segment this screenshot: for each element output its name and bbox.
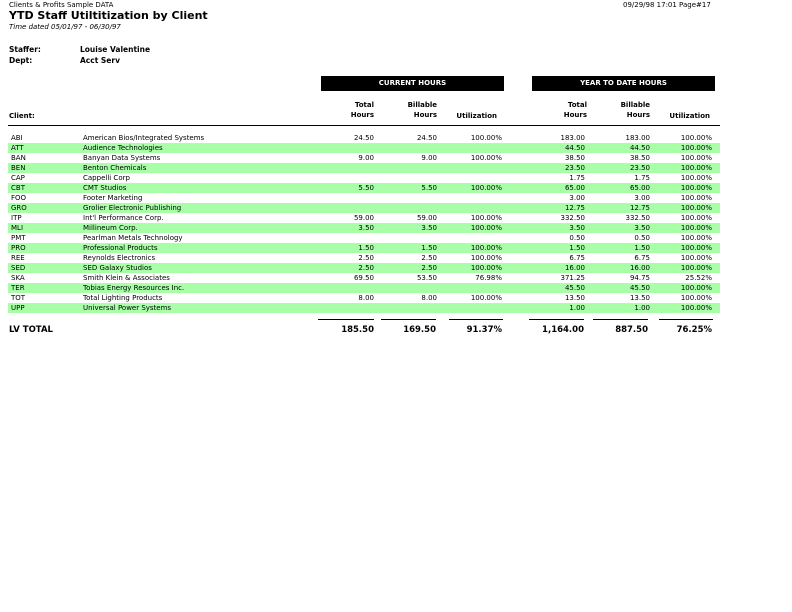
total-line-ytd-util bbox=[659, 319, 713, 320]
table-row bbox=[8, 293, 720, 303]
client-code: BEN bbox=[11, 164, 26, 172]
client-name: Universal Power Systems bbox=[83, 304, 172, 312]
client-code: REE bbox=[11, 254, 25, 262]
table-row bbox=[8, 233, 720, 243]
cur-utilization: 100.00% bbox=[470, 294, 502, 302]
cur-utilization: 100.00% bbox=[470, 254, 502, 262]
cur-utilization: 100.00% bbox=[470, 154, 502, 162]
cur-utilization: 100.00% bbox=[470, 224, 502, 232]
cur-total-hours: 2.50 bbox=[358, 254, 374, 262]
ytd-total-hours: 183.00 bbox=[560, 134, 585, 142]
header-rule bbox=[8, 125, 720, 126]
ytd-billable-hours: 0.50 bbox=[634, 234, 650, 242]
client-code: TER bbox=[11, 284, 25, 292]
cur-total-hours: 5.50 bbox=[358, 184, 374, 192]
cur-utilization: 76.98% bbox=[475, 274, 502, 282]
ytd-utilization: 100.00% bbox=[680, 264, 712, 272]
client-code: UPP bbox=[11, 304, 25, 312]
ytd-billable-hours: 16.00 bbox=[629, 264, 650, 272]
ytd-utilization: 100.00% bbox=[680, 254, 712, 262]
ytd-billable-hours: 44.50 bbox=[629, 144, 650, 152]
ytd-total-hours: 38.50 bbox=[564, 154, 585, 162]
dept-label: Dept: bbox=[9, 56, 33, 65]
col-cur-total-line1: Total bbox=[354, 101, 374, 109]
ytd-total-hours: 1.00 bbox=[569, 304, 585, 312]
total-ytd-total: 1,164.00 bbox=[542, 325, 584, 335]
dept-value: Acct Serv bbox=[80, 56, 120, 65]
table-row bbox=[8, 133, 720, 143]
cur-total-hours: 3.50 bbox=[358, 224, 374, 232]
col-cur-billable bbox=[377, 100, 437, 120]
cur-billable-hours: 5.50 bbox=[421, 184, 437, 192]
client-name: Banyan Data Systems bbox=[83, 154, 161, 162]
col-ytd-billable-line1: Billable bbox=[620, 101, 650, 109]
client-name: Audience Technologies bbox=[83, 144, 163, 152]
ytd-total-hours: 0.50 bbox=[569, 234, 585, 242]
ytd-total-hours: 332.50 bbox=[560, 214, 585, 222]
ytd-utilization: 100.00% bbox=[680, 204, 712, 212]
report-title: YTD Staff Utiltitization by Client bbox=[9, 9, 208, 22]
ytd-utilization: 25.52% bbox=[685, 274, 712, 282]
ytd-utilization: 100.00% bbox=[680, 184, 712, 192]
total-cur-total: 185.50 bbox=[341, 325, 374, 335]
client-code: ITP bbox=[11, 214, 22, 222]
total-ytd-billable: 887.50 bbox=[615, 325, 648, 335]
report-source: Clients & Profits Sample DATA bbox=[9, 1, 114, 9]
print-info: 09/29/98 17:01 Page#17 bbox=[623, 1, 711, 9]
col-cur-billable-line1: Billable bbox=[407, 101, 437, 109]
table-row bbox=[8, 143, 720, 153]
ytd-total-hours: 3.50 bbox=[569, 224, 585, 232]
report-date-range: Time dated 05/01/97 - 06/30/97 bbox=[9, 23, 121, 31]
table-row bbox=[8, 153, 720, 163]
client-name: Total Lighting Products bbox=[83, 294, 163, 302]
client-name: American Bios/Integrated Systems bbox=[83, 134, 205, 142]
client-code: FOO bbox=[11, 194, 27, 202]
ytd-total-hours: 12.75 bbox=[564, 204, 585, 212]
ytd-billable-hours: 45.50 bbox=[629, 284, 650, 292]
cur-utilization: 100.00% bbox=[470, 264, 502, 272]
ytd-billable-hours: 183.00 bbox=[625, 134, 650, 142]
col-cur-billable-line2: Hours bbox=[413, 111, 437, 119]
client-code: PRO bbox=[11, 244, 26, 252]
ytd-utilization: 100.00% bbox=[680, 214, 712, 222]
table-row bbox=[8, 203, 720, 213]
total-label: LV TOTAL bbox=[9, 325, 53, 335]
cur-total-hours: 8.00 bbox=[358, 294, 374, 302]
ytd-utilization: 100.00% bbox=[680, 174, 712, 182]
col-cur-total bbox=[314, 100, 374, 120]
table-row bbox=[8, 273, 720, 283]
table-row bbox=[8, 183, 720, 193]
table-row bbox=[8, 193, 720, 203]
ytd-billable-hours: 13.50 bbox=[629, 294, 650, 302]
ytd-utilization: 100.00% bbox=[680, 284, 712, 292]
cur-total-hours: 69.50 bbox=[353, 274, 374, 282]
ytd-total-hours: 6.75 bbox=[569, 254, 585, 262]
col-ytd-util: Utilization bbox=[669, 112, 710, 120]
table-row bbox=[8, 163, 720, 173]
client-code: GRO bbox=[11, 204, 27, 212]
col-client: Client: bbox=[9, 112, 35, 120]
ytd-total-hours: 45.50 bbox=[564, 284, 585, 292]
client-name: CMT Studios bbox=[83, 184, 127, 192]
ytd-utilization: 100.00% bbox=[680, 304, 712, 312]
client-code: BAN bbox=[11, 154, 26, 162]
cur-utilization: 100.00% bbox=[470, 244, 502, 252]
cur-total-hours: 1.50 bbox=[358, 244, 374, 252]
total-ytd-util: 76.25% bbox=[676, 325, 712, 335]
client-code: ATT bbox=[11, 144, 24, 152]
cur-billable-hours: 2.50 bbox=[421, 254, 437, 262]
ytd-total-hours: 44.50 bbox=[564, 144, 585, 152]
col-ytd-total-line2: Hours bbox=[563, 111, 587, 119]
table-row bbox=[8, 173, 720, 183]
col-ytd-billable bbox=[590, 100, 650, 120]
client-name: Grolier Electronic Publishing bbox=[83, 204, 182, 212]
col-ytd-total bbox=[527, 100, 587, 120]
ytd-billable-hours: 1.75 bbox=[634, 174, 650, 182]
ytd-utilization: 100.00% bbox=[680, 194, 712, 202]
client-name: SED Galaxy Studios bbox=[83, 264, 152, 272]
cur-billable-hours: 59.00 bbox=[416, 214, 437, 222]
client-name: Int'l Performance Corp. bbox=[83, 214, 164, 222]
total-line-ytd-billable bbox=[593, 319, 648, 320]
client-name: Footer Marketing bbox=[83, 194, 143, 202]
cur-total-hours: 24.50 bbox=[353, 134, 374, 142]
ytd-total-hours: 65.00 bbox=[564, 184, 585, 192]
table-row bbox=[8, 283, 720, 293]
ytd-billable-hours: 65.00 bbox=[629, 184, 650, 192]
ytd-billable-hours: 38.50 bbox=[629, 154, 650, 162]
col-ytd-billable-line2: Hours bbox=[626, 111, 650, 119]
client-name: Cappelli Corp bbox=[83, 174, 130, 182]
ytd-billable-hours: 6.75 bbox=[634, 254, 650, 262]
client-code: CAP bbox=[11, 174, 25, 182]
ytd-total-hours: 371.25 bbox=[560, 274, 585, 282]
ytd-total-hours: 23.50 bbox=[564, 164, 585, 172]
client-name: Pearlman Metals Technology bbox=[83, 234, 183, 242]
cur-utilization: 100.00% bbox=[470, 134, 502, 142]
client-name: Benton Chemicals bbox=[83, 164, 147, 172]
client-code: CBT bbox=[11, 184, 25, 192]
ytd-utilization: 100.00% bbox=[680, 244, 712, 252]
ytd-utilization: 100.00% bbox=[680, 154, 712, 162]
client-name: Tobias Energy Resources Inc. bbox=[83, 284, 185, 292]
cur-billable-hours: 53.50 bbox=[416, 274, 437, 282]
ytd-total-hours: 1.75 bbox=[569, 174, 585, 182]
cur-billable-hours: 2.50 bbox=[421, 264, 437, 272]
ytd-billable-hours: 3.00 bbox=[634, 194, 650, 202]
col-cur-util: Utilization bbox=[456, 112, 497, 120]
total-line-cur-total bbox=[318, 319, 374, 320]
table-row bbox=[8, 303, 720, 313]
staffer-label: Staffer: bbox=[9, 45, 41, 54]
cur-billable-hours: 3.50 bbox=[421, 224, 437, 232]
total-line-ytd-total bbox=[529, 319, 584, 320]
client-name: Millineum Corp. bbox=[83, 224, 138, 232]
cur-total-hours: 59.00 bbox=[353, 214, 374, 222]
cur-billable-hours: 24.50 bbox=[416, 134, 437, 142]
table-row bbox=[8, 243, 720, 253]
client-code: MLI bbox=[11, 224, 24, 232]
ytd-total-hours: 3.00 bbox=[569, 194, 585, 202]
ytd-billable-hours: 94.75 bbox=[629, 274, 650, 282]
total-cur-billable: 169.50 bbox=[403, 325, 436, 335]
client-name: Reynolds Electronics bbox=[83, 254, 156, 262]
ytd-utilization: 100.00% bbox=[680, 144, 712, 152]
ytd-utilization: 100.00% bbox=[680, 234, 712, 242]
table-row bbox=[8, 213, 720, 223]
cur-billable-hours: 9.00 bbox=[421, 154, 437, 162]
client-code: SKA bbox=[11, 274, 25, 282]
table-row bbox=[8, 263, 720, 273]
ytd-billable-hours: 12.75 bbox=[629, 204, 650, 212]
ytd-billable-hours: 3.50 bbox=[634, 224, 650, 232]
client-name: Smith Klein & Associates bbox=[83, 274, 170, 282]
client-code: ABI bbox=[11, 134, 23, 142]
client-code: PMT bbox=[11, 234, 26, 242]
cur-billable-hours: 1.50 bbox=[421, 244, 437, 252]
staffer-value: Louise Valentine bbox=[80, 45, 151, 54]
ytd-billable-hours: 1.00 bbox=[634, 304, 650, 312]
cur-billable-hours: 8.00 bbox=[421, 294, 437, 302]
ytd-total-hours: 16.00 bbox=[564, 264, 585, 272]
ytd-total-hours: 13.50 bbox=[564, 294, 585, 302]
ytd-billable-hours: 23.50 bbox=[629, 164, 650, 172]
cur-total-hours: 9.00 bbox=[358, 154, 374, 162]
cur-utilization: 100.00% bbox=[470, 184, 502, 192]
cur-utilization: 100.00% bbox=[470, 214, 502, 222]
ytd-hours-header: YEAR TO DATE HOURS bbox=[532, 76, 715, 91]
ytd-utilization: 100.00% bbox=[680, 224, 712, 232]
client-name: Professional Products bbox=[83, 244, 158, 252]
ytd-utilization: 100.00% bbox=[680, 294, 712, 302]
table-row bbox=[8, 253, 720, 263]
ytd-utilization: 100.00% bbox=[680, 164, 712, 172]
total-line-cur-billable bbox=[381, 319, 436, 320]
col-cur-total-line2: Hours bbox=[350, 111, 374, 119]
ytd-utilization: 100.00% bbox=[680, 134, 712, 142]
client-code: TOT bbox=[11, 294, 26, 302]
cur-total-hours: 2.50 bbox=[358, 264, 374, 272]
col-ytd-total-line1: Total bbox=[567, 101, 587, 109]
client-code: SED bbox=[11, 264, 26, 272]
current-hours-header: CURRENT HOURS bbox=[321, 76, 504, 91]
total-line-cur-util bbox=[449, 319, 503, 320]
total-cur-util: 91.37% bbox=[466, 325, 502, 335]
ytd-billable-hours: 332.50 bbox=[625, 214, 650, 222]
ytd-billable-hours: 1.50 bbox=[634, 244, 650, 252]
table-row bbox=[8, 223, 720, 233]
ytd-total-hours: 1.50 bbox=[569, 244, 585, 252]
